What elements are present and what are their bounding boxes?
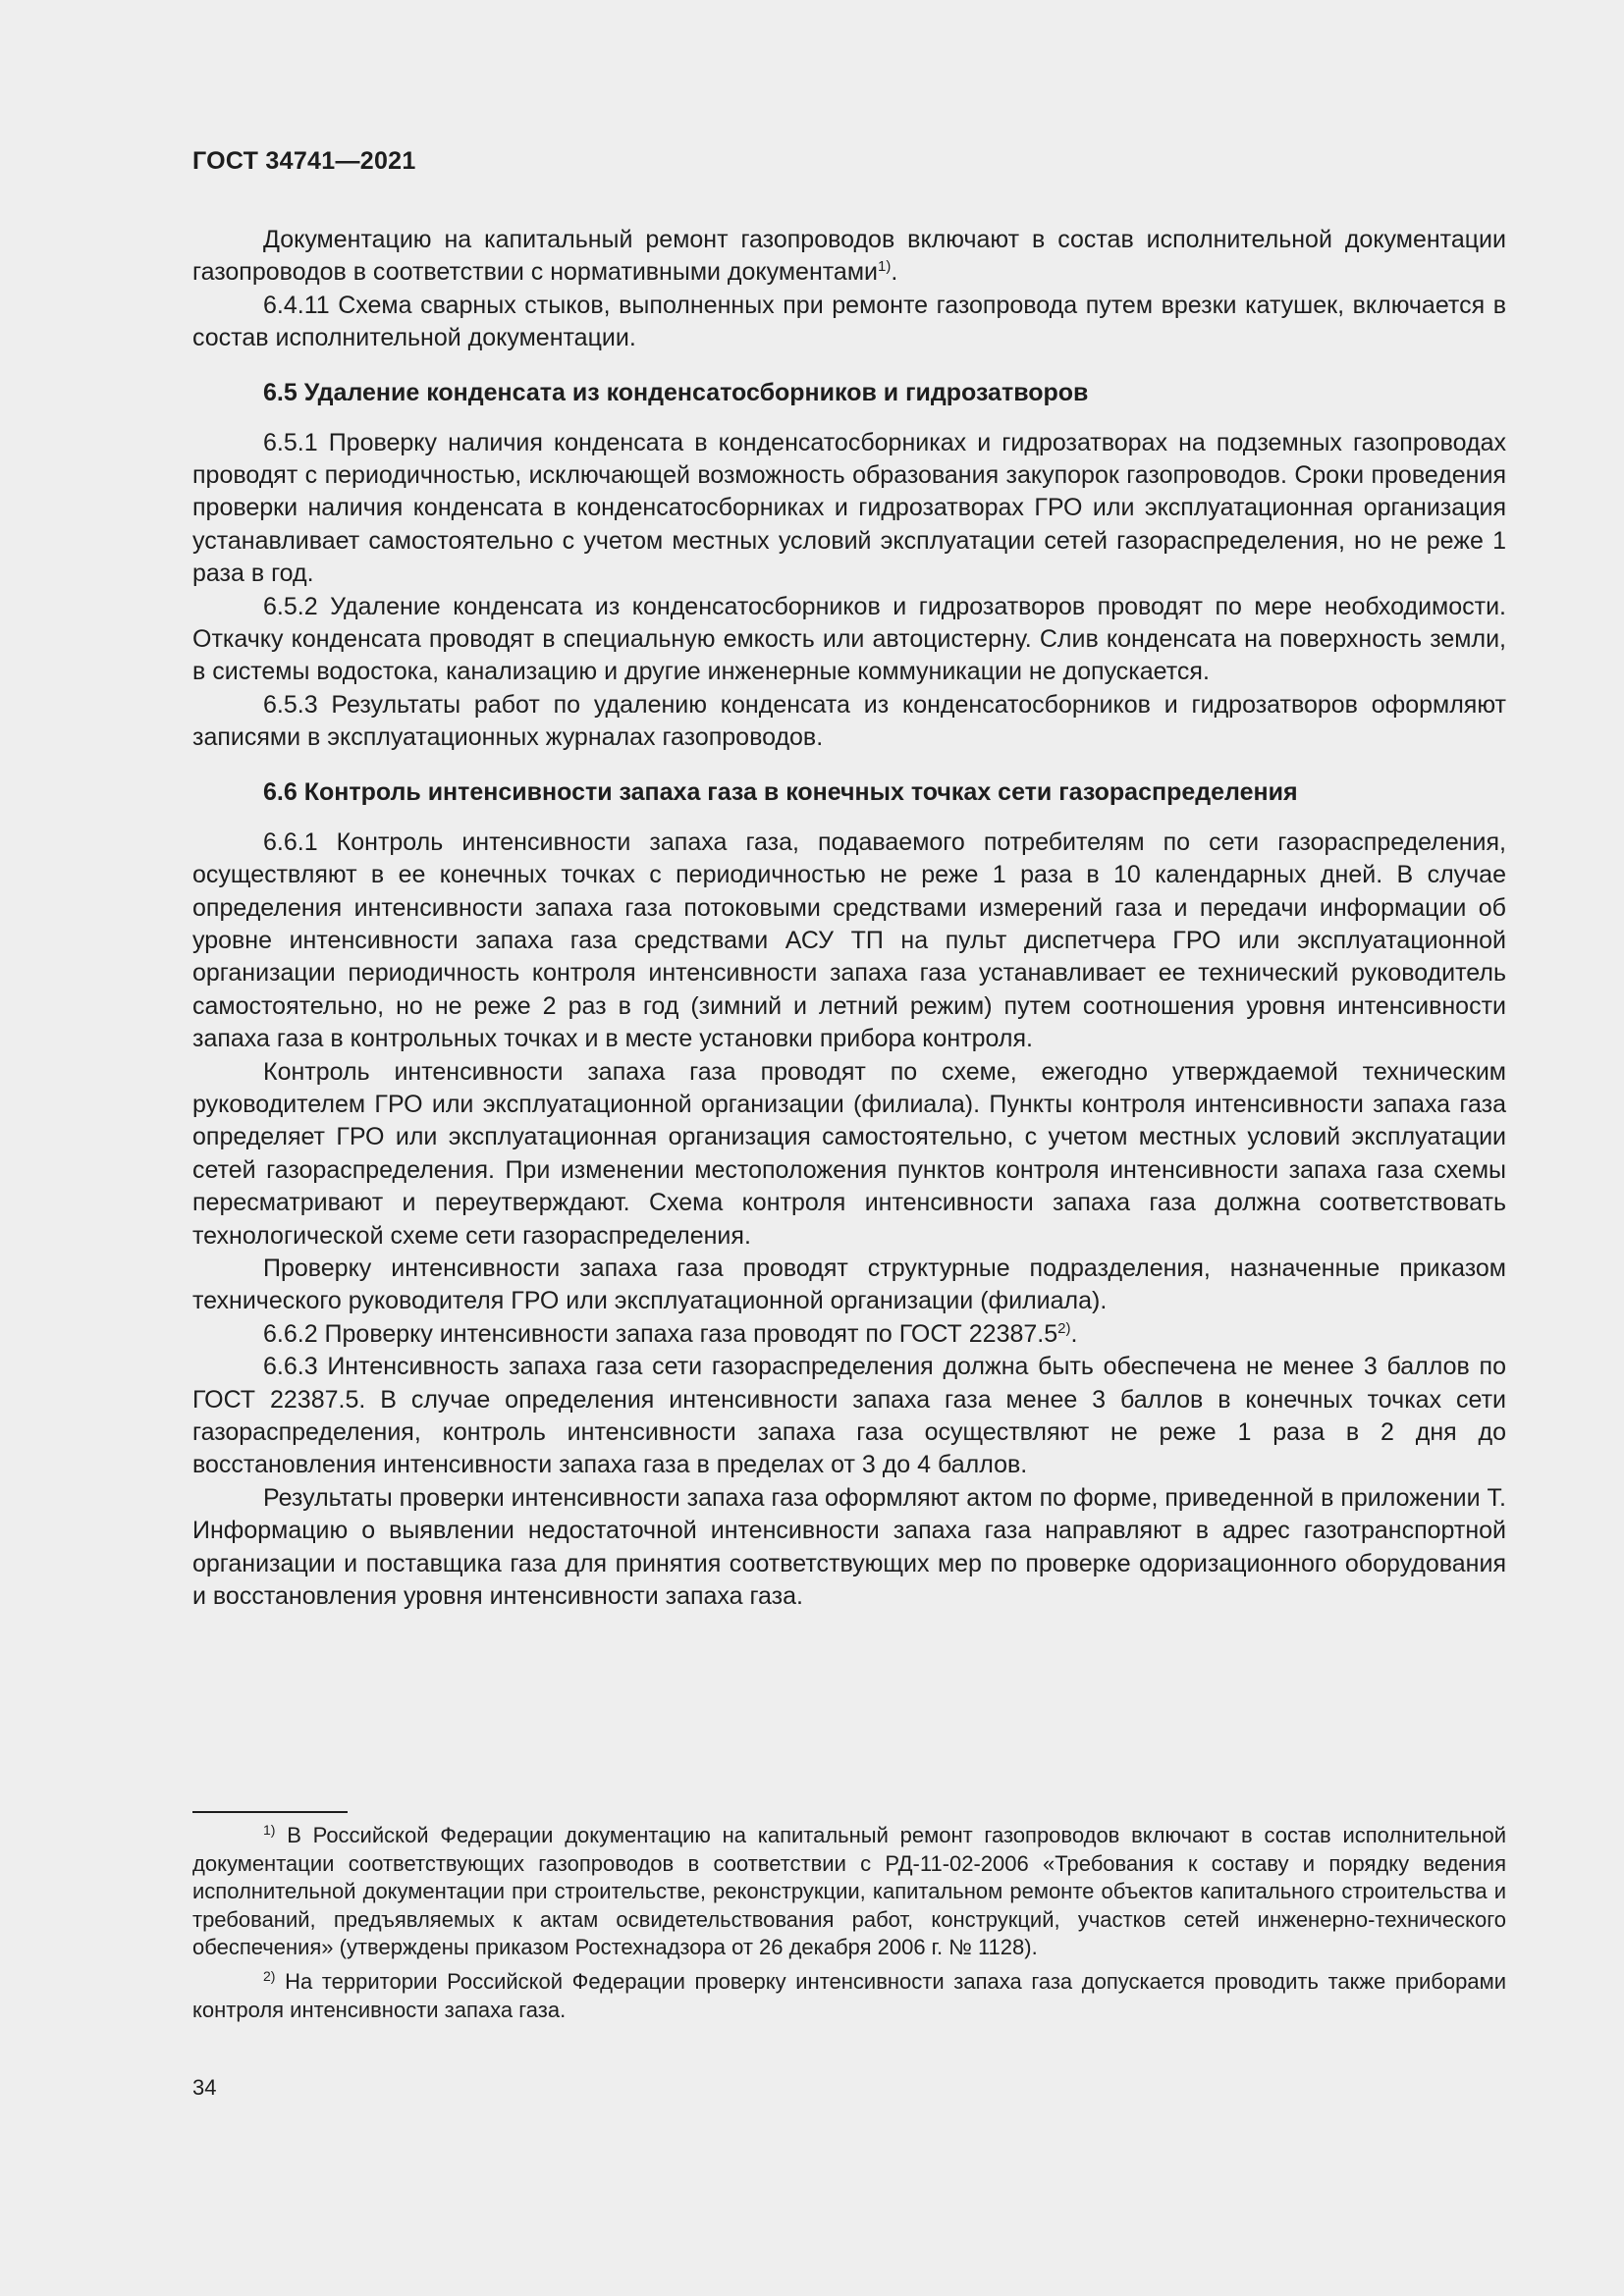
- paragraph-6-5-2: 6.5.2 Удаление конденсата из конденсатосборников и гидрозатворов проводят по мере необходимости. Откачку конденсата проводят в специальную емкость или автоцистерну. Слив конденсата на поверхность земли, в системы водостока, канализацию и другие инженерные коммуникации не допускается.: [192, 592, 1506, 686]
- document-header: ГОСТ 34741—2021: [192, 147, 416, 175]
- document-body: [192, 224, 1506, 1613]
- footnotes: [192, 1822, 1506, 2030]
- paragraph-6-5-3: 6.5.3 Результаты работ по удалению конденсата из конденсатосборников и гидрозатворов оформляют записями в эксплуатационных журналах газопроводов.: [192, 690, 1506, 752]
- footnote-separator: [192, 1811, 348, 1813]
- paragraph-6-5-1: 6.5.1 Проверку наличия конденсата в конденсатосборниках и гидрозатворах на подземных газопроводах проводят с периодичностью, исключающей возможность образования закупорок газопроводов. Сроки проведения проверки наличия конденсата в конденсатосборниках и гидрозатворах ГРО или эксплуатационная организация устанавливает самостоятельно с учетом местных условий эксплуатации сетей газораспределения, но не реже 1 раза в год.: [192, 428, 1506, 588]
- footnote-ref-1: 1): [878, 258, 892, 276]
- footnote-1: $^{1)}$ В Российской Федерации документацию на капитальный ремонт газопроводов включают в состав исполнительной документации соответствующих газопроводов в соответствии с РД-11-02-2006 «Требования к составу и порядку ведения исполнительной документации при строительстве, реконструкции, капитальном ремонте объектов капитального строительства и требований, предъявляемых к актам освидетельствования работ, конструкций, участков сетей инженерно-технического обеспечения» (утверждены приказом Ростехнадзора от 26 декабря 2006 г. № 1128).: [192, 1822, 1506, 1960]
- paragraph-documentation: Документацию на капитальный ремонт газопроводов включают в состав исполнительной документации газопроводов в соответствии с нормативными документами$^{1)}$.: [192, 226, 1506, 287]
- paragraph-6-6-2: 6.6.2 Проверку интенсивности запаха газа проводят по ГОСТ 22387.5$^{2)}$.: [263, 1319, 1078, 1348]
- footnote-ref-2: 2): [1057, 1319, 1071, 1337]
- paragraph-check-units: Проверку интенсивности запаха газа проводят структурные подразделения, назначенные приказом технического руководителя ГРО или эксплуатационной организации (филиала).: [192, 1254, 1506, 1315]
- paragraph-6-4-11: 6.4.11 Схема сварных стыков, выполненных при ремонте газопровода путем врезки катушек, включается в состав исполнительной документации.: [192, 291, 1506, 352]
- section-title-6-6: 6.6 Контроль интенсивности запаха газа в конечных точках сети газораспределения: [263, 777, 1298, 806]
- paragraph-6-6-3: 6.6.3 Интенсивность запаха газа сети газораспределения должна быть обеспечена не менее 3 баллов по ГОСТ 22387.5. В случае определения интенсивности запаха газа менее 3 баллов в конечных точках сети газораспределения, контроль интенсивности запаха газа осуществляют не реже 1 раза в 2 дня до восстановления интенсивности запаха газа в пределах от 3 до 4 баллов.: [192, 1353, 1506, 1479]
- page-number: 34: [192, 2075, 217, 2100]
- paragraph-control-scheme: Контроль интенсивности запаха газа проводят по схеме, ежегодно утверждаемой техническим руководителем ГРО или эксплуатационной организации (филиала). Пункты контроля интенсивности запаха газа определяет ГРО или эксплуатационная организация самостоятельно, с учетом местных условий эксплуатации сетей газораспределения. При изменении местоположения пунктов контроля интенсивности запаха газа схемы пересматривают и переутверждают. Схема контроля интенсивности запаха газа должна соответствовать технологической схеме сети газораспределения.: [192, 1057, 1506, 1250]
- paragraph-results: Результаты проверки интенсивности запаха газа оформляют актом по форме, приведенной в приложении Т. Информацию о выявлении недостаточной интенсивности запаха газа направляют в адрес газотранспортной организации и поставщика газа для принятия соответствующих мер по проверке одоризационного оборудования и восстановления уровня интенсивности запаха газа.: [192, 1483, 1506, 1611]
- paragraph-6-6-1: 6.6.1 Контроль интенсивности запаха газа, подаваемого потребителям по сети газораспределения, осуществляют в ее конечных точках с периодичностью не реже 1 раза в 10 календарных дней. В случае определения интенсивности запаха газа потоковыми средствами измерений газа и передачи информации об уровне интенсивности запаха газа средствами АСУ ТП на пульт диспетчера ГРО или эксплуатационной организации периодичность контроля интенсивности запаха газа устанавливает ее технический руководитель самостоятельно, но не реже 2 раз в год (зимний и летний режим) путем соотношения уровня интенсивности запаха газа в контрольных точках и в месте установки прибора контроля.: [192, 828, 1506, 1053]
- footnote-2: $^{2)}$ На территории Российской Федерации проверку интенсивности запаха газа допускается проводить также приборами контроля интенсивности запаха газа.: [192, 1967, 1506, 2022]
- section-title-6-5: 6.5 Удаление конденсата из конденсатосборников и гидрозатворов: [263, 378, 1089, 406]
